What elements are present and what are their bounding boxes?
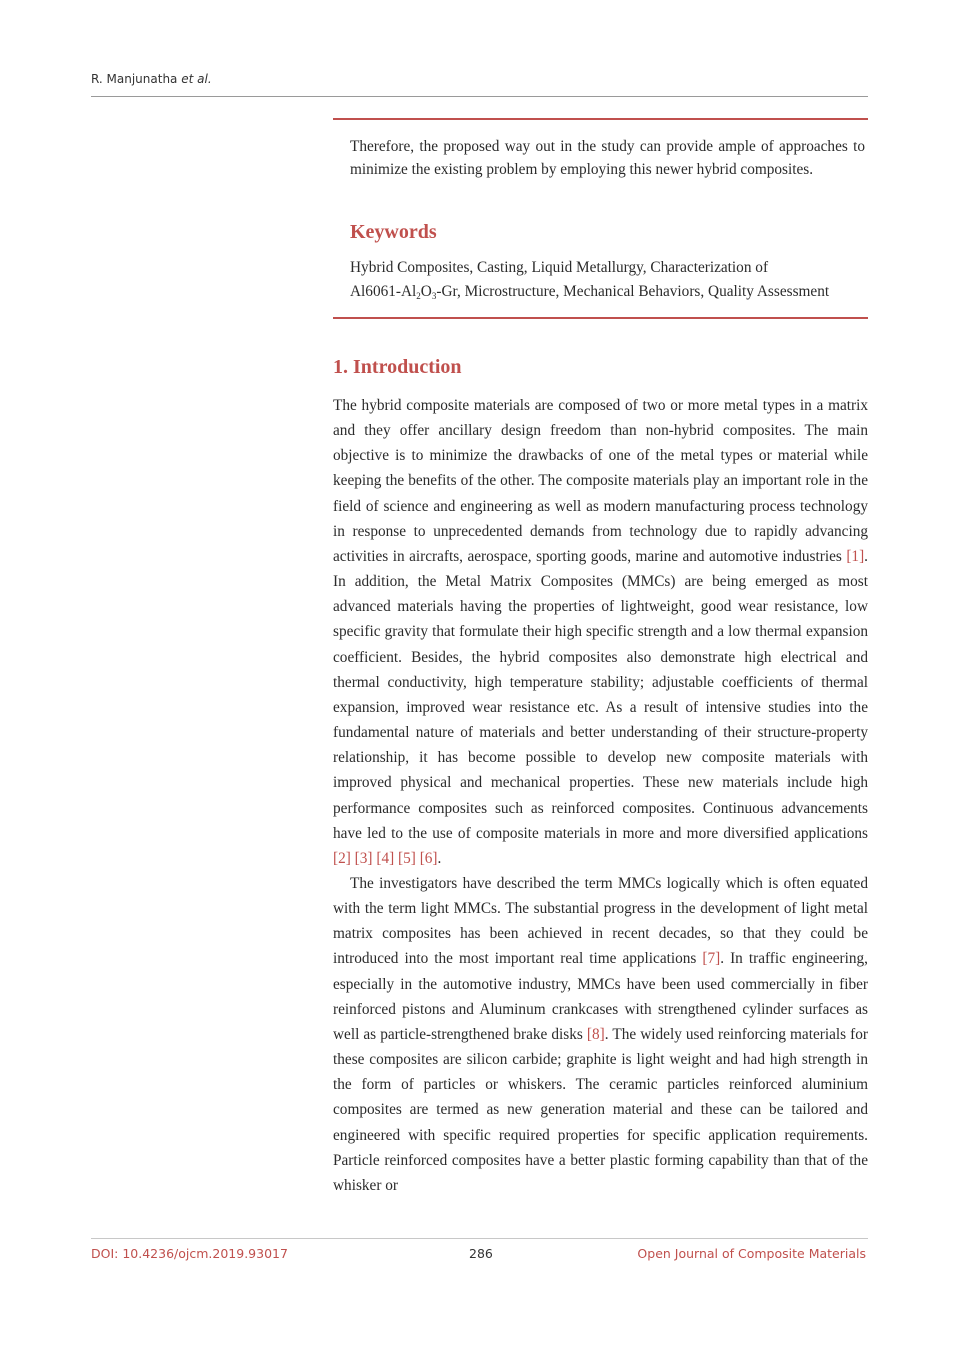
keywords-heading: Keywords xyxy=(350,221,437,243)
p2-text-b: . In traffic engineering, especially in the automotive industry, MMCs have been used commercially in fiber reinforced pistons and Aluminum crankcases with strengthened cylinder surfaces as well as particle-strengthened brake disks xyxy=(333,950,869,1043)
p1-text-b: . In addition, the Metal Matrix Composites (MMCs) are being emerged as most advanced materials having the properties of lightweight, good wear resistance, low specific gravity that formulate their high specific strength and a low thermal expansion coefficient. Besides, the hybrid composites also demonstrate high electrical and thermal conductivity, high temperature stability; adjustable coefficients of thermal expansion, improved wear resistance etc. As a result of intensive studies into the fundamental nature of materials and better understanding of their structure-property relationship, it has become possible to develop new composite materials with improved physical and mechanical properties. These new materials include high performance composites such as reinforced composites. Continuous advancements have led to the use of composite materials in more and more diversified applications xyxy=(333,547,868,842)
author-name: R. Manjunatha xyxy=(91,72,178,86)
citation-5[interactable]: [5] xyxy=(398,849,416,867)
paragraph-2 xyxy=(333,871,868,1198)
running-head xyxy=(91,72,212,86)
keywords-chem-b: O xyxy=(420,282,432,300)
footer-divider xyxy=(91,1238,868,1239)
citation-2[interactable]: [2] xyxy=(333,849,351,867)
p1-end: . xyxy=(437,849,442,867)
p1-text-a: The hybrid composite materials are composed of two or more metal types in a matrix and they offer ancillary design freedom than non-hybrid composites. The main objective is to minimize the drawbacks of one of the metal types or material while keeping the benefits of the other. The composite materials play an important role in the field of science and engineering as well as modern manufacturing process technology in response to unprecedented demands from technology due to rapidly advancing activities in aircrafts, aerospace, sporting goods, marine and automotive industries xyxy=(333,397,868,565)
citation-3[interactable]: [3] xyxy=(354,849,373,867)
header-divider xyxy=(91,96,868,97)
page-number: 286 xyxy=(469,1246,493,1261)
citation-6[interactable]: [6] xyxy=(419,849,438,867)
keywords-chem-a: Al6061-Al xyxy=(350,282,417,300)
citation-7[interactable]: [7] xyxy=(702,950,721,968)
citation-1[interactable]: [1] xyxy=(846,547,865,565)
keywords-sub-3: 3 xyxy=(431,290,437,301)
body-text xyxy=(333,393,868,1198)
citation-8[interactable]: [8] xyxy=(586,1025,605,1043)
keywords-text xyxy=(350,256,870,303)
abstract-box xyxy=(333,118,868,319)
p2-text-c: . The widely used reinforcing materials for these composites are silicon carbide; graphite is light weight and had high strength in the form of particles or whiskers. The ceramic particles reinforced aluminium composites are termed as new generation material and these can be tailored and engineered with specific required properties for specific application requirements. Particle reinforced composites have a better plastic forming capability than that of the whisker or xyxy=(333,1025,868,1194)
keywords-sub-2: 2 xyxy=(416,290,421,301)
footer-doi[interactable]: DOI: 10.4236/ojcm.2019.93017 xyxy=(91,1246,288,1261)
abstract-text: Therefore, the proposed way out in the study can provide ample of approaches to minimize the existing problem by employing this newer hybrid composites. xyxy=(350,138,865,178)
keywords-line1: Hybrid Composites, Casting, Liquid Metallurgy, Characterization of xyxy=(350,259,769,276)
paragraph-1 xyxy=(333,393,868,871)
p2-text-a: The investigators have described the term MMCs logically which is often equated with the term light MMCs. The substantial progress in the development of light metal matrix composites has been achieved in recent decades, so that they could be introduced into the most important real time applications xyxy=(333,874,868,968)
et-al: et al. xyxy=(181,72,212,86)
section-heading: 1. Introduction xyxy=(333,356,462,378)
keywords-rest: -Gr, Microstructure, Mechanical Behaviors, Quality Assessment xyxy=(436,282,830,300)
journal-name[interactable]: Open Journal of Composite Materials xyxy=(637,1246,866,1261)
citation-4[interactable]: [4] xyxy=(376,849,395,867)
